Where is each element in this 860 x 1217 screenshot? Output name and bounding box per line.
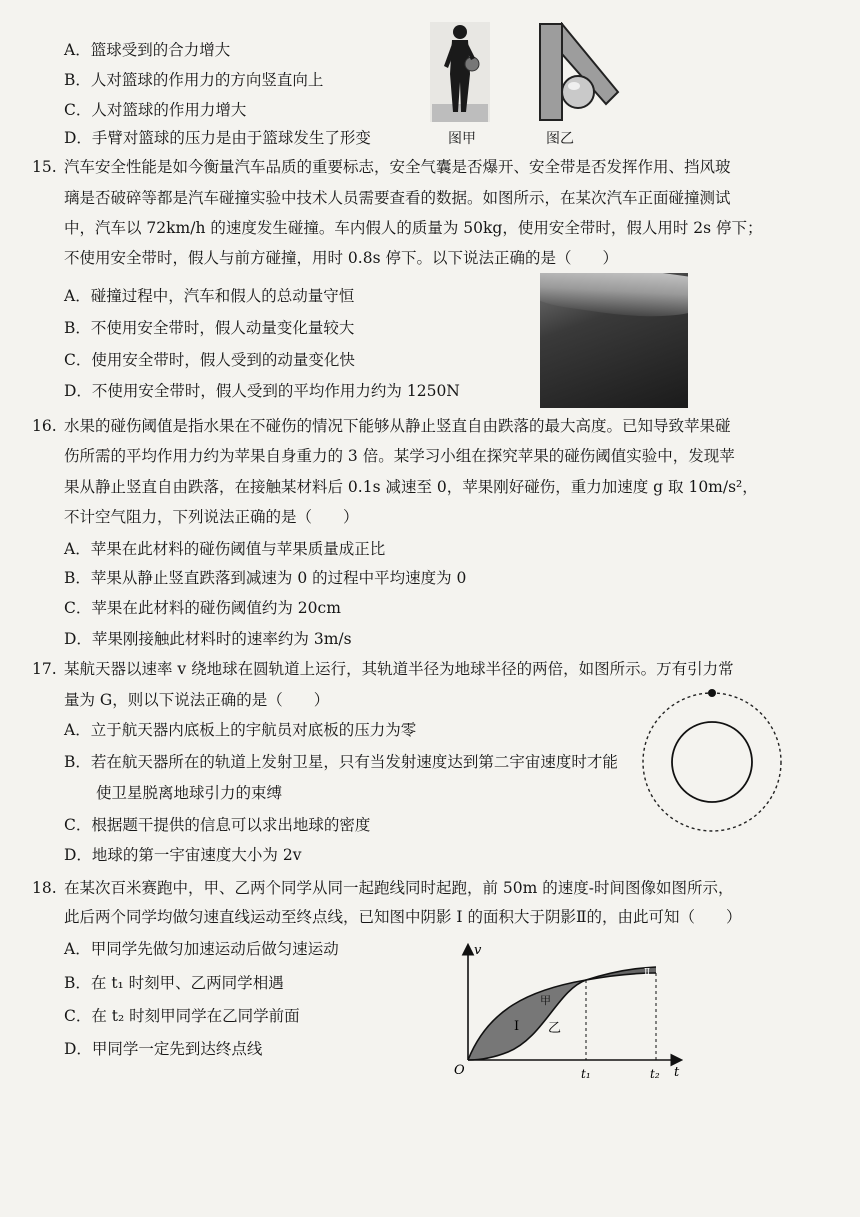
- q16-option-a: A．苹果在此材料的碰伤阈值与苹果质量成正比: [64, 540, 386, 558]
- q17-option-b: B．若在航天器所在的轨道上发射卫星，只有当发射速度达到第二宇宙速度时才能: [64, 753, 618, 771]
- q17-line-2: 量为 G，则以下说法正确的是（ ）: [64, 691, 330, 709]
- q15-line-1: 汽车安全性能是如今衡量汽车品质的重要标志，安全气囊是否爆开、安全带是否发挥作用、挡风玻: [64, 158, 731, 176]
- q18-line-2: 此后两个同学均做匀速直线运动至终点线，已知图中阴影 I 的面积大于阴影Ⅱ的，由此可知（ ）: [64, 908, 742, 926]
- q18-option-a: A．甲同学先做匀加速运动后做匀速运动: [64, 940, 339, 958]
- q15-number: 15.: [32, 158, 57, 176]
- q16-line-3: 果从静止竖直自由跌落，在接触某材料后 0.1s 减速至 0，苹果刚好碰伤，重力加速度 g 取 10m/s²，: [64, 478, 758, 496]
- shade-2-label: Ⅱ: [644, 968, 651, 978]
- q16-line-1: 水果的碰伤阈值是指水果在不碰伤的情况下能够从静止竖直自由跌落的最大高度。已知导致苹果碰: [64, 417, 731, 435]
- q14-option-b: B．人对篮球的作用力的方向竖直向上: [64, 71, 324, 89]
- q14-option-c: C．人对篮球的作用力增大: [64, 101, 247, 119]
- curve-yi-label: 乙: [548, 1021, 562, 1036]
- q18-option-b: B．在 t₁ 时刻甲、乙两同学相遇: [64, 974, 284, 992]
- q18-number: 18.: [32, 879, 57, 897]
- curve-jia-label: 甲: [540, 994, 551, 1007]
- q17-option-b-cont: 使卫星脱离地球引力的束缚: [96, 784, 283, 802]
- q16-option-b: B．苹果从静止竖直跌落到减速为 0 的过程中平均速度为 0: [64, 569, 467, 587]
- figure-yi-caption: 图乙: [546, 131, 574, 147]
- velocity-time-graph: [448, 940, 688, 1080]
- figure-jia-caption: 图甲: [448, 131, 476, 147]
- orbit-diagram: [640, 688, 786, 834]
- q15-line-3: 中，汽车以 72km/h 的速度发生碰撞。车内假人的质量为 50kg，使用安全带时，假人用时 2s 停下；: [64, 219, 763, 237]
- t2-label: t₂: [650, 1067, 660, 1080]
- q15-option-a: A．碰撞过程中，汽车和假人的总动量守恒: [64, 287, 355, 305]
- shade-1-label: I: [514, 1019, 520, 1034]
- q17-option-a: A．立于航天器内底板上的宇航员对底板的压力为零: [64, 721, 417, 739]
- q15-option-d: D．不使用安全带时，假人受到的平均作用力约为 1250N: [64, 382, 460, 400]
- axis-v-label: v: [474, 943, 482, 958]
- q16-number: 16.: [32, 417, 57, 435]
- q17-number: 17.: [32, 660, 57, 678]
- spacecraft-dot: [708, 689, 716, 697]
- q18-line-1: 在某次百米赛跑中，甲、乙两个同学从同一起跑线同时起跑，前 50m 的速度-时间图像如图所示，: [64, 879, 734, 897]
- q16-line-4: 不计空气阻力，下列说法正确的是（ ）: [64, 508, 359, 526]
- q15-line-2: 璃是否破碎等都是汽车碰撞实验中技术人员需要查看的数据。如图所示，在某次汽车正面碰撞测试: [64, 189, 731, 207]
- q16-line-2: 伤所需的平均作用力约为苹果自身重力的 3 倍。某学习小组在探究苹果的碰伤阈值实验中，发现苹: [64, 447, 735, 465]
- q15-option-c: C．使用安全带时，假人受到的动量变化快: [64, 351, 355, 369]
- q17-line-1: 某航天器以速率 v 绕地球在圆轨道上运行，其轨道半径为地球半径的两倍，如图所示。万有引力常: [64, 660, 734, 678]
- q16-option-d: D．苹果刚接触此材料时的速率约为 3m/s: [64, 630, 352, 648]
- q14-option-a: A．篮球受到的合力增大: [64, 41, 231, 59]
- t1-label: t₁: [581, 1067, 591, 1080]
- q16-option-c: C．苹果在此材料的碰伤阈值约为 20cm: [64, 599, 341, 617]
- figure-yi-schematic: [538, 22, 620, 122]
- q18-option-c: C．在 t₂ 时刻甲同学在乙同学前面: [64, 1007, 300, 1025]
- q18-option-d: D．甲同学一定先到达终点线: [64, 1040, 263, 1058]
- q17-option-c: C．根据题干提供的信息可以求出地球的密度: [64, 816, 371, 834]
- axis-t-label: t: [674, 1065, 680, 1080]
- q17-option-d: D．地球的第一宇宙速度大小为 2v: [64, 846, 302, 864]
- q14-option-d: D．手臂对篮球的压力是由于篮球发生了形变: [64, 129, 371, 147]
- figure-jia-person-basketball: [430, 22, 490, 122]
- q15-option-b: B．不使用安全带时，假人动量变化量较大: [64, 319, 355, 337]
- q15-line-4: 不使用安全带时，假人与前方碰撞，用时 0.8s 停下。以下说法正确的是（ ）: [64, 249, 618, 267]
- origin-label: O: [454, 1063, 465, 1078]
- crash-test-photo: [540, 273, 688, 408]
